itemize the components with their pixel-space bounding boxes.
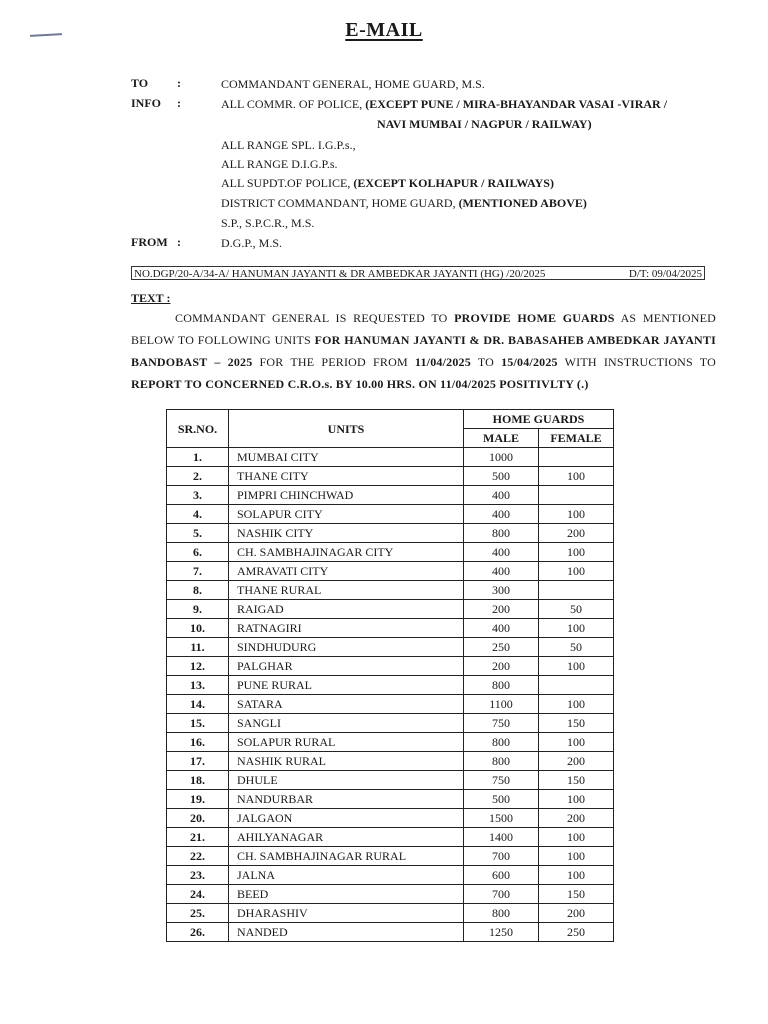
body-part-bold: 11/04/2025 (414, 355, 471, 369)
table-row (167, 752, 614, 771)
cell-female: 200 (539, 752, 614, 771)
text-label: TEXT : (131, 291, 171, 305)
cell-female: 200 (539, 809, 614, 828)
table-row (167, 923, 614, 942)
table-row (167, 657, 614, 676)
cell-unit: AHILYANAGAR (229, 828, 464, 847)
cell-srno: 18. (167, 771, 229, 790)
from-sender: D.G.P., M.S. (221, 236, 283, 250)
info-line-2: NAVI MUMBAI / NAGPUR / RAILWAY) (377, 117, 592, 131)
cell-unit: NASHIK RURAL (229, 752, 464, 771)
cell-male: 400 (464, 505, 539, 524)
cell-srno: 8. (167, 581, 229, 600)
cell-female: 100 (539, 657, 614, 676)
cell-srno: 13. (167, 676, 229, 695)
reference-box (131, 266, 705, 280)
to-label: TO (131, 76, 149, 90)
cell-srno: 9. (167, 600, 229, 619)
cell-srno: 24. (167, 885, 229, 904)
table-row (167, 600, 614, 619)
table-row (167, 581, 614, 600)
table-row (167, 562, 614, 581)
info-line-6-note: (MENTIONED ABOVE) (458, 196, 587, 210)
cell-male: 400 (464, 543, 539, 562)
table-row (167, 524, 614, 543)
cell-srno: 5. (167, 524, 229, 543)
cell-female: 100 (539, 543, 614, 562)
header-home-guards: HOME GUARDS (464, 410, 614, 429)
cell-srno: 19. (167, 790, 229, 809)
cell-srno: 14. (167, 695, 229, 714)
cell-female (539, 486, 614, 505)
cell-unit: SATARA (229, 695, 464, 714)
info-line-5 (221, 176, 554, 191)
cell-female (539, 448, 614, 467)
table-row (167, 771, 614, 790)
cell-srno: 1. (167, 448, 229, 467)
table-row (167, 676, 614, 695)
cell-unit: JALGAON (229, 809, 464, 828)
info-line-1-text: ALL COMMR. OF POLICE, (221, 97, 366, 111)
to-recipient: COMMANDANT GENERAL, HOME GUARD, M.S. (221, 77, 485, 91)
cell-srno: 11. (167, 638, 229, 657)
cell-srno: 22. (167, 847, 229, 866)
cell-male: 1500 (464, 809, 539, 828)
cell-male: 400 (464, 562, 539, 581)
header-units: UNITS (229, 410, 464, 448)
cell-srno: 7. (167, 562, 229, 581)
cell-srno: 26. (167, 923, 229, 942)
cell-srno: 17. (167, 752, 229, 771)
cell-male: 200 (464, 600, 539, 619)
table-row (167, 505, 614, 524)
cell-unit: THANE RURAL (229, 581, 464, 600)
cell-male: 750 (464, 771, 539, 790)
cell-female: 100 (539, 467, 614, 486)
cell-female: 150 (539, 771, 614, 790)
table-row (167, 638, 614, 657)
cell-female: 100 (539, 866, 614, 885)
cell-male: 250 (464, 638, 539, 657)
body-part: TO (470, 355, 502, 369)
table-body (167, 448, 614, 942)
table-row (167, 790, 614, 809)
body-paragraph (131, 307, 716, 395)
body-part: WITH INSTRUCTIONS TO (557, 355, 716, 369)
cell-srno: 2. (167, 467, 229, 486)
info-line-1 (221, 97, 667, 112)
to-colon: : (177, 76, 181, 90)
info-line-5-text: ALL SUPDT.OF POLICE, (221, 176, 354, 190)
cell-unit: RATNAGIRI (229, 619, 464, 638)
cell-srno: 10. (167, 619, 229, 638)
reference-date: D/T: 09/04/2025 (628, 268, 702, 280)
body-part-bold: REPORT TO CONCERNED C.R.O.s. BY 10.00 HRS. ON 11/04/2025 POSITIVLTY (.) (131, 377, 589, 391)
cell-female: 100 (539, 505, 614, 524)
table-row (167, 467, 614, 486)
header-female: FEMALE (539, 429, 614, 448)
cell-unit: SANGLI (229, 714, 464, 733)
cell-male: 400 (464, 486, 539, 505)
cell-male: 700 (464, 885, 539, 904)
cell-female: 100 (539, 828, 614, 847)
cell-unit: CH. SAMBHAJINAGAR RURAL (229, 847, 464, 866)
table-row (167, 448, 614, 467)
cell-male: 800 (464, 524, 539, 543)
cell-unit: NASHIK CITY (229, 524, 464, 543)
cell-female: 150 (539, 885, 614, 904)
cell-srno: 6. (167, 543, 229, 562)
table-row (167, 828, 614, 847)
info-line-6 (221, 196, 587, 211)
info-label: INFO (131, 96, 161, 110)
cell-unit: THANE CITY (229, 467, 464, 486)
cell-male: 300 (464, 581, 539, 600)
cell-male: 500 (464, 467, 539, 486)
cell-unit: MUMBAI CITY (229, 448, 464, 467)
cell-srno: 20. (167, 809, 229, 828)
info-line-6-text: DISTRICT COMMANDANT, HOME GUARD, (221, 196, 459, 210)
table-row (167, 885, 614, 904)
cell-female: 100 (539, 733, 614, 752)
cell-female: 150 (539, 714, 614, 733)
cell-srno: 15. (167, 714, 229, 733)
cell-srno: 21. (167, 828, 229, 847)
cell-unit: JALNA (229, 866, 464, 885)
cell-unit: RAIGAD (229, 600, 464, 619)
table-row (167, 733, 614, 752)
body-part-bold: FOR HANUMAN JAYANTI & DR. BABASAHEB AMBEDKAR JAYANTI BANDOBAST – 2025 (131, 333, 716, 369)
reference-number: NO.DGP/20-A/34-A/ HANUMAN JAYANTI & DR AMBEDKAR JAYANTI (HG) /20/2025 (134, 268, 546, 280)
cell-male: 200 (464, 657, 539, 676)
cell-unit: PALGHAR (229, 657, 464, 676)
body-part: FOR THE PERIOD FROM (252, 355, 415, 369)
cell-female (539, 581, 614, 600)
table-row (167, 847, 614, 866)
cell-female: 100 (539, 695, 614, 714)
cell-female: 50 (539, 638, 614, 657)
document-title: E-MAIL (345, 19, 423, 41)
cell-unit: BEED (229, 885, 464, 904)
cell-unit: NANDED (229, 923, 464, 942)
cell-male: 1250 (464, 923, 539, 942)
cell-female: 200 (539, 524, 614, 543)
cell-male: 800 (464, 676, 539, 695)
cell-unit: DHULE (229, 771, 464, 790)
cell-male: 750 (464, 714, 539, 733)
body-part: AS MENTIONED BELOW TO FOLLOWING UNITS (131, 311, 716, 347)
cell-unit: AMRAVATI CITY (229, 562, 464, 581)
cell-female (539, 676, 614, 695)
cell-unit: DHARASHIV (229, 904, 464, 923)
body-part: COMMANDANT GENERAL IS REQUESTED TO (175, 311, 455, 325)
cell-male: 800 (464, 733, 539, 752)
table-row (167, 714, 614, 733)
info-line-1-exception: (EXCEPT PUNE / MIRA-BHAYANDAR VASAI -VIRAR / (365, 97, 668, 111)
info-line-7: S.P., S.P.C.R., M.S. (221, 216, 315, 230)
cell-male: 1000 (464, 448, 539, 467)
cell-female: 250 (539, 923, 614, 942)
from-colon: : (177, 235, 181, 249)
cell-male: 800 (464, 904, 539, 923)
cell-srno: 3. (167, 486, 229, 505)
from-label: FROM (131, 235, 168, 249)
cell-srno: 12. (167, 657, 229, 676)
cell-male: 1400 (464, 828, 539, 847)
cell-srno: 25. (167, 904, 229, 923)
cell-male: 400 (464, 619, 539, 638)
body-part-bold: PROVIDE HOME GUARDS (454, 311, 615, 325)
cell-male: 500 (464, 790, 539, 809)
cell-male: 800 (464, 752, 539, 771)
cell-male: 700 (464, 847, 539, 866)
table-row (167, 904, 614, 923)
info-line-3: ALL RANGE SPL. I.G.P.s., (221, 138, 356, 152)
info-colon: : (177, 96, 181, 110)
table-row (167, 543, 614, 562)
table-row (167, 486, 614, 505)
cell-female: 100 (539, 847, 614, 866)
cell-female: 200 (539, 904, 614, 923)
cell-male: 600 (464, 866, 539, 885)
home-guards-table (166, 409, 614, 942)
table-row (167, 866, 614, 885)
info-line-4: ALL RANGE D.I.G.P.s. (221, 157, 338, 171)
table-row (167, 695, 614, 714)
cell-unit: CH. SAMBHAJINAGAR CITY (229, 543, 464, 562)
cell-unit: SOLAPUR CITY (229, 505, 464, 524)
cell-srno: 4. (167, 505, 229, 524)
table-row (167, 619, 614, 638)
cell-male: 1100 (464, 695, 539, 714)
table-row (167, 809, 614, 828)
cell-srno: 23. (167, 866, 229, 885)
header-srno: SR.NO. (167, 410, 229, 448)
info-line-5-exception: (EXCEPT KOLHAPUR / RAILWAYS) (353, 176, 554, 190)
cell-female: 100 (539, 562, 614, 581)
body-part-bold: 15/04/2025 (501, 355, 558, 369)
cell-unit: SINDHUDURG (229, 638, 464, 657)
cell-unit: PUNE RURAL (229, 676, 464, 695)
cell-unit: PIMPRI CHINCHWAD (229, 486, 464, 505)
cell-unit: SOLAPUR RURAL (229, 733, 464, 752)
cell-female: 100 (539, 619, 614, 638)
cell-female: 50 (539, 600, 614, 619)
header-male: MALE (464, 429, 539, 448)
cell-srno: 16. (167, 733, 229, 752)
cell-unit: NANDURBAR (229, 790, 464, 809)
cell-female: 100 (539, 790, 614, 809)
